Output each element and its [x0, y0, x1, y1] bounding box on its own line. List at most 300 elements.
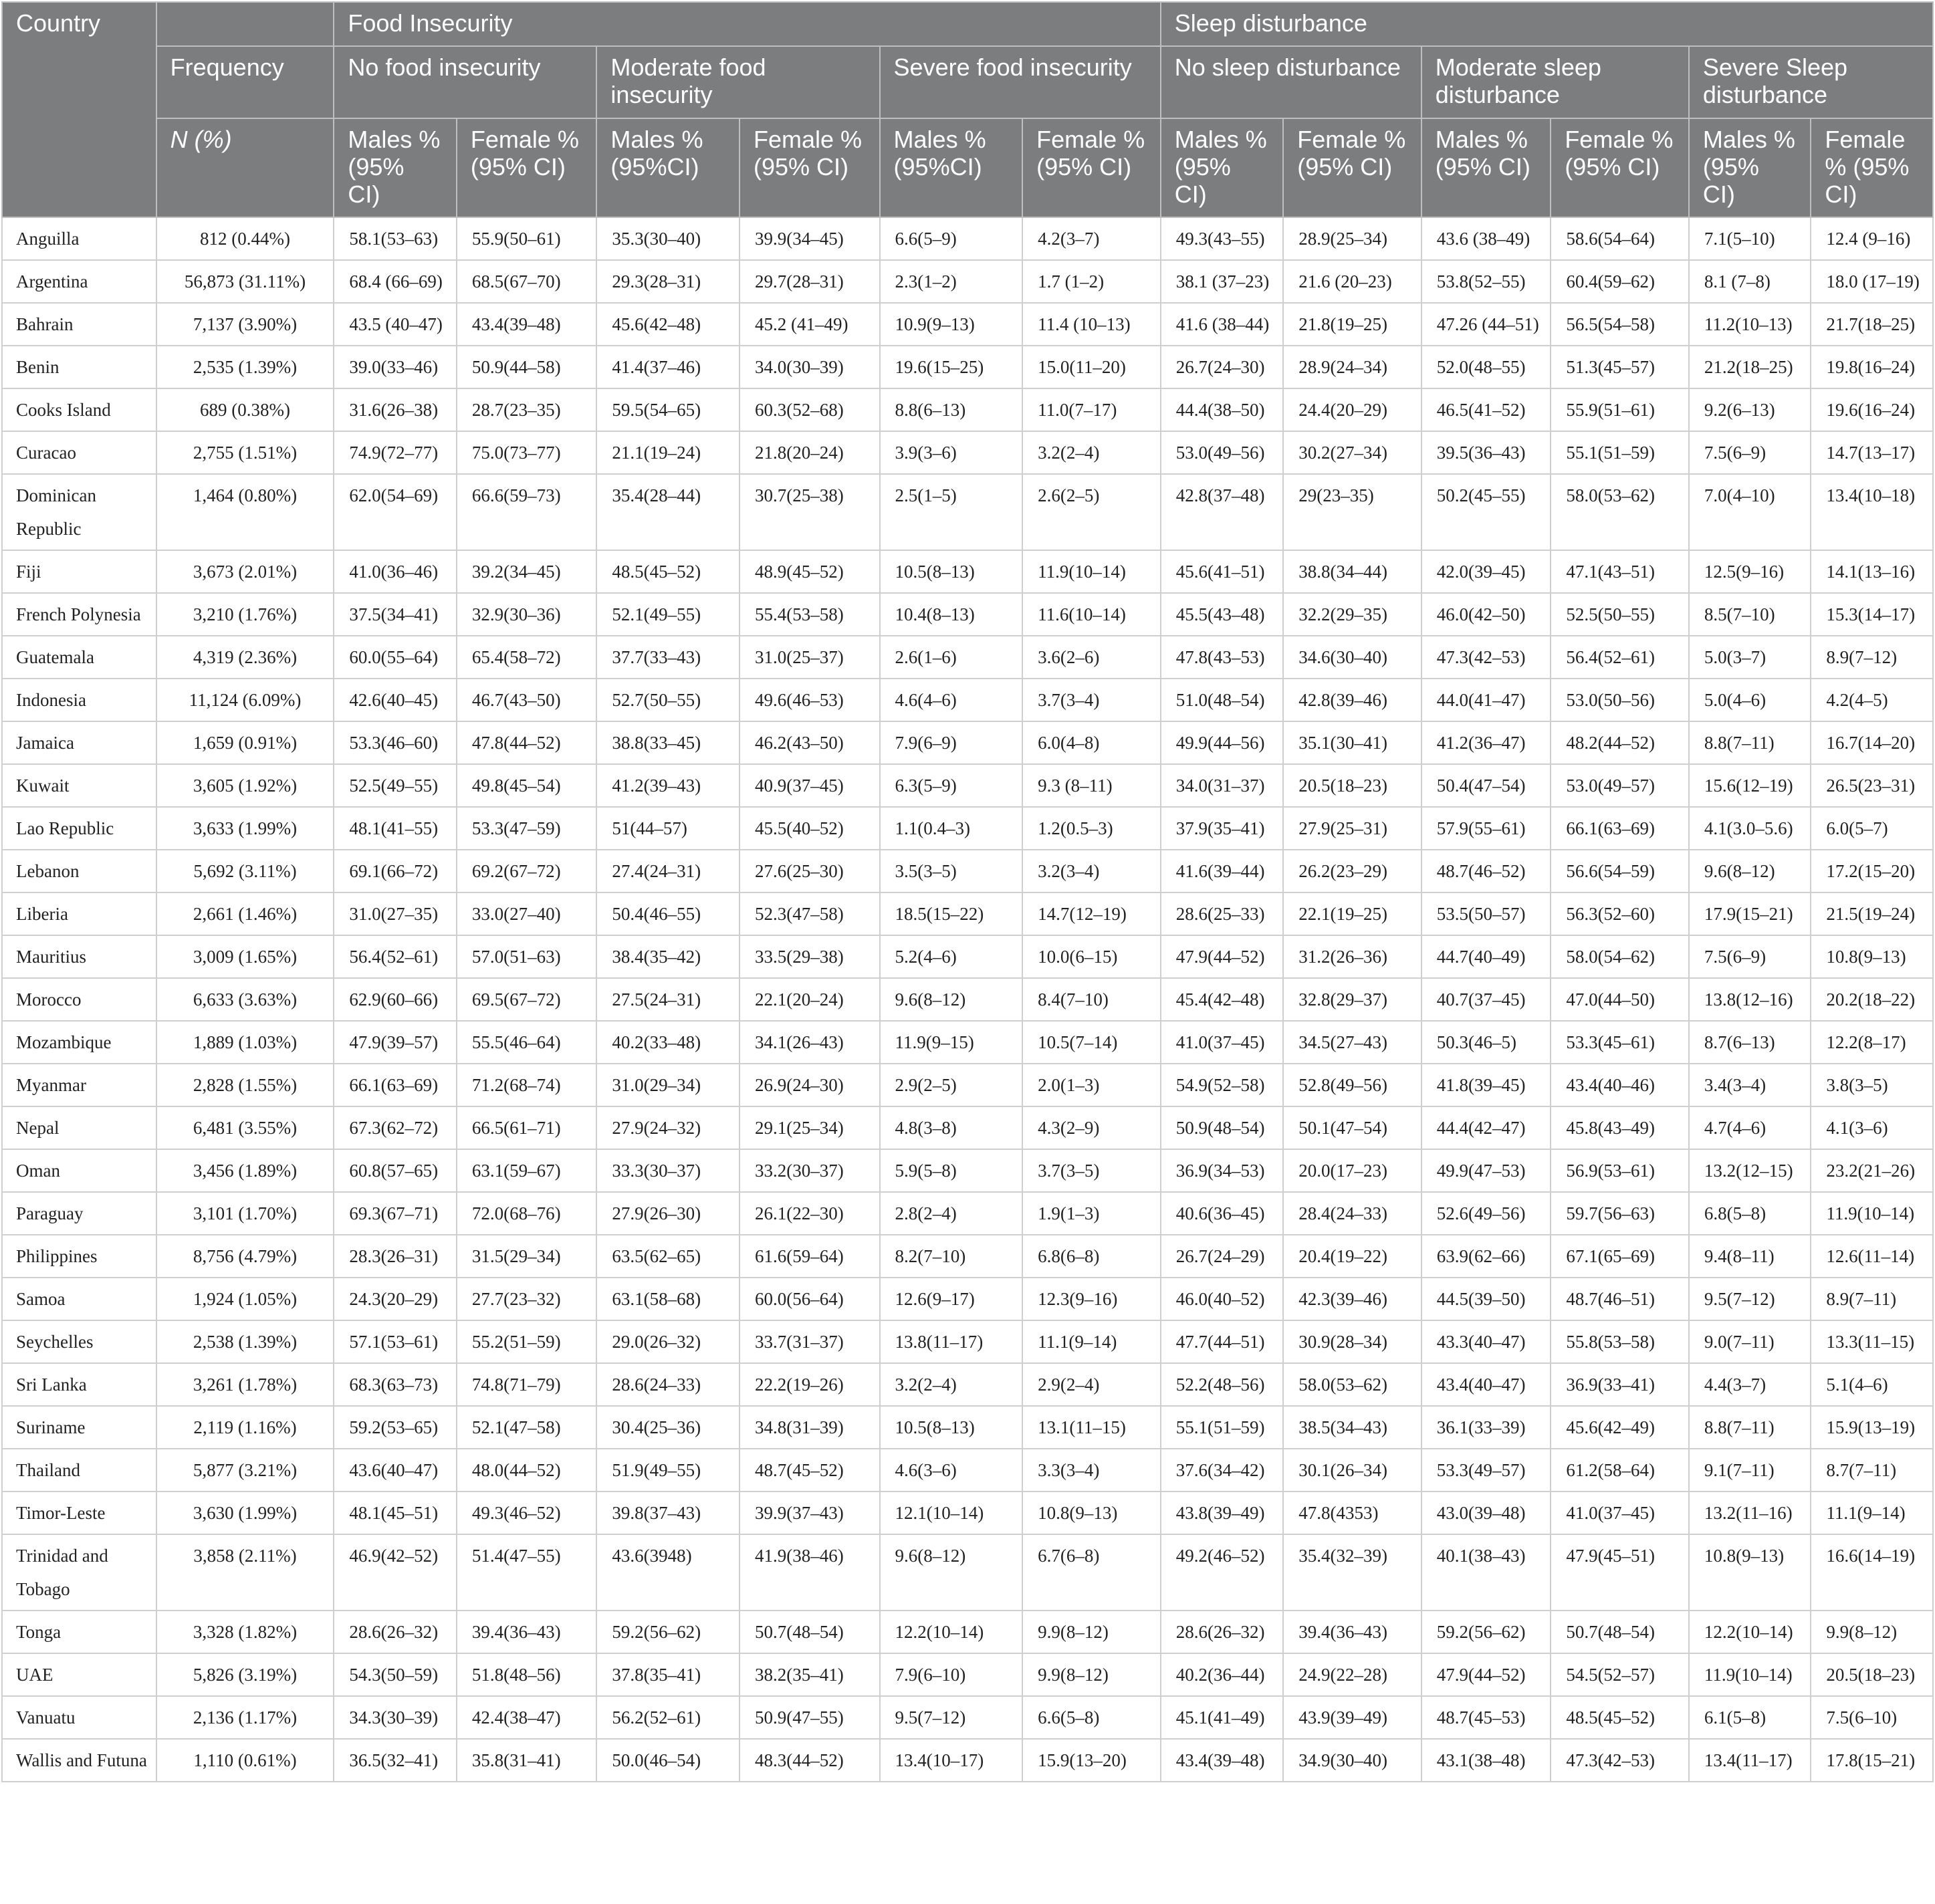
value-cell: 21.5(19–24) [1811, 892, 1933, 935]
value-cell: 50.9(48–54) [1161, 1106, 1284, 1149]
value-cell: 6.6(5–9) [880, 217, 1023, 260]
value-cell: 37.8(35–41) [596, 1653, 739, 1696]
country-cell: Mauritius [2, 935, 156, 978]
value-cell: 4.6(4–6) [880, 679, 1023, 721]
value-cell: 54.5(52–57) [1551, 1653, 1689, 1696]
value-cell: 48.3(44–52) [739, 1739, 880, 1782]
value-cell: 45.5(43–48) [1161, 593, 1284, 636]
value-cell: 39.4(36–43) [1283, 1611, 1421, 1653]
value-cell: 21.7(18–25) [1811, 303, 1933, 346]
value-cell: 6.0(5–7) [1811, 807, 1933, 850]
value-cell: 9.0(7–11) [1689, 1320, 1811, 1363]
value-cell: 13.8(12–16) [1689, 978, 1811, 1021]
header-no-food-insecurity: No food insecurity [334, 46, 596, 118]
value-cell: 38.2(35–41) [739, 1653, 880, 1696]
value-cell: 42.6(40–45) [334, 679, 457, 721]
value-cell: 6.8(6–8) [1022, 1235, 1161, 1278]
value-cell: 7.9(6–10) [880, 1653, 1023, 1696]
value-cell: 48.2(44–52) [1551, 721, 1689, 764]
value-cell: 4.3(2–9) [1022, 1106, 1161, 1149]
value-cell: 10.5(7–14) [1022, 1021, 1161, 1064]
value-cell: 12.6(11–14) [1811, 1235, 1933, 1278]
value-cell: 19.6(16–24) [1811, 388, 1933, 431]
value-cell: 6.3(5–9) [880, 764, 1023, 807]
value-cell: 7.5(6–10) [1811, 1696, 1933, 1739]
value-cell: 30.1(26–34) [1283, 1449, 1421, 1492]
value-cell: 33.2(30–37) [739, 1149, 880, 1192]
value-cell: 43.6(3948) [596, 1534, 739, 1611]
frequency-cell: 6,481 (3.55%) [156, 1106, 334, 1149]
value-cell: 11.1(9–14) [1811, 1492, 1933, 1534]
country-cell: Sri Lanka [2, 1363, 156, 1406]
value-cell: 11.9(10–14) [1689, 1653, 1811, 1696]
value-cell: 8.7(6–13) [1689, 1021, 1811, 1064]
table-row [2, 978, 1933, 1021]
table-row [2, 1149, 1933, 1192]
value-cell: 36.5(32–41) [334, 1739, 457, 1782]
value-cell: 52.6(49–56) [1421, 1192, 1551, 1235]
value-cell: 36.9(34–53) [1161, 1149, 1284, 1192]
frequency-cell: 3,101 (1.70%) [156, 1192, 334, 1235]
table-row [2, 550, 1933, 593]
table-row [2, 892, 1933, 935]
value-cell: 56.5(54–58) [1551, 303, 1689, 346]
value-cell: 4.1(3.0–5.6) [1689, 807, 1811, 850]
value-cell: 15.0(11–20) [1022, 346, 1161, 388]
value-cell: 41.0(37–45) [1161, 1021, 1284, 1064]
value-cell: 36.9(33–41) [1551, 1363, 1689, 1406]
value-cell: 31.0(25–37) [739, 636, 880, 679]
value-cell: 56.6(54–59) [1551, 850, 1689, 892]
value-cell: 10.9(9–13) [880, 303, 1023, 346]
value-cell: 11.4 (10–13) [1022, 303, 1161, 346]
value-cell: 27.9(25–31) [1283, 807, 1421, 850]
header-col: Female % (95% CI) [1022, 118, 1161, 217]
value-cell: 40.1(38–43) [1421, 1534, 1551, 1611]
value-cell: 1.1(0.4–3) [880, 807, 1023, 850]
table-row [2, 1235, 1933, 1278]
value-cell: 49.9(44–56) [1161, 721, 1284, 764]
table-row [2, 1106, 1933, 1149]
value-cell: 28.9(24–34) [1283, 346, 1421, 388]
header-severe-sleep-disturbance: Severe Sleep disturbance [1689, 46, 1933, 118]
value-cell: 14.1(13–16) [1811, 550, 1933, 593]
value-cell: 53.3(45–61) [1551, 1021, 1689, 1064]
value-cell: 1.9(1–3) [1022, 1192, 1161, 1235]
value-cell: 21.6 (20–23) [1283, 260, 1421, 303]
value-cell: 35.1(30–41) [1283, 721, 1421, 764]
value-cell: 2.9(2–5) [880, 1064, 1023, 1106]
header-country: Country [2, 2, 156, 217]
value-cell: 47.9(45–51) [1551, 1534, 1689, 1611]
frequency-cell: 812 (0.44%) [156, 217, 334, 260]
value-cell: 6.6(5–8) [1022, 1696, 1161, 1739]
value-cell: 10.0(6–15) [1022, 935, 1161, 978]
value-cell: 48.1(41–55) [334, 807, 457, 850]
value-cell: 50.0(46–54) [596, 1739, 739, 1782]
value-cell: 33.0(27–40) [457, 892, 597, 935]
value-cell: 52.0(48–55) [1421, 346, 1551, 388]
value-cell: 10.8(9–13) [1689, 1534, 1811, 1611]
value-cell: 49.8(45–54) [457, 764, 597, 807]
value-cell: 2.3(1–2) [880, 260, 1023, 303]
value-cell: 28.6(24–33) [596, 1363, 739, 1406]
value-cell: 43.4(40–47) [1421, 1363, 1551, 1406]
value-cell: 55.9(51–61) [1551, 388, 1689, 431]
value-cell: 7.1(5–10) [1689, 217, 1811, 260]
value-cell: 22.1(20–24) [739, 978, 880, 1021]
value-cell: 55.5(46–64) [457, 1021, 597, 1064]
value-cell: 41.8(39–45) [1421, 1064, 1551, 1106]
value-cell: 59.2(53–65) [334, 1406, 457, 1449]
value-cell: 58.6(54–64) [1551, 217, 1689, 260]
value-cell: 38.8(33–45) [596, 721, 739, 764]
value-cell: 32.9(30–36) [457, 593, 597, 636]
value-cell: 55.4(53–58) [739, 593, 880, 636]
value-cell: 3.3(3–4) [1022, 1449, 1161, 1492]
value-cell: 39.4(36–43) [457, 1611, 597, 1653]
value-cell: 5.1(4–6) [1811, 1363, 1933, 1406]
value-cell: 75.0(73–77) [457, 431, 597, 474]
value-cell: 50.1(47–54) [1283, 1106, 1421, 1149]
value-cell: 39.0(33–46) [334, 346, 457, 388]
value-cell: 51.9(49–55) [596, 1449, 739, 1492]
value-cell: 52.8(49–56) [1283, 1064, 1421, 1106]
frequency-cell: 11,124 (6.09%) [156, 679, 334, 721]
value-cell: 48.7(45–53) [1421, 1696, 1551, 1739]
value-cell: 9.5(7–12) [1689, 1278, 1811, 1320]
value-cell: 4.4(3–7) [1689, 1363, 1811, 1406]
value-cell: 63.5(62–65) [596, 1235, 739, 1278]
value-cell: 10.8(9–13) [1811, 935, 1933, 978]
header-blank [156, 2, 334, 46]
value-cell: 35.8(31–41) [457, 1739, 597, 1782]
value-cell: 43.4(39–48) [1161, 1739, 1284, 1782]
country-cell: UAE [2, 1653, 156, 1696]
value-cell: 13.2(11–16) [1689, 1492, 1811, 1534]
value-cell: 58.0(53–62) [1283, 1363, 1421, 1406]
value-cell: 26.7(24–30) [1161, 346, 1284, 388]
value-cell: 29.3(28–31) [596, 260, 739, 303]
value-cell: 32.8(29–37) [1283, 978, 1421, 1021]
value-cell: 6.0(4–8) [1022, 721, 1161, 764]
value-cell: 33.3(30–37) [596, 1149, 739, 1192]
value-cell: 9.6(8–12) [880, 978, 1023, 1021]
value-cell: 60.3(52–68) [739, 388, 880, 431]
value-cell: 42.8(39–46) [1283, 679, 1421, 721]
value-cell: 46.0(42–50) [1421, 593, 1551, 636]
value-cell: 30.7(25–38) [739, 474, 880, 550]
value-cell: 3.7(3–5) [1022, 1149, 1161, 1192]
country-cell: Nepal [2, 1106, 156, 1149]
value-cell: 56.9(53–61) [1551, 1149, 1689, 1192]
value-cell: 41.0(36–46) [334, 550, 457, 593]
value-cell: 47.1(43–51) [1551, 550, 1689, 593]
value-cell: 34.0(31–37) [1161, 764, 1284, 807]
value-cell: 5.9(5–8) [880, 1149, 1023, 1192]
country-cell: Thailand [2, 1449, 156, 1492]
country-cell: Seychelles [2, 1320, 156, 1363]
frequency-cell: 1,659 (0.91%) [156, 721, 334, 764]
value-cell: 48.5(45–52) [596, 550, 739, 593]
value-cell: 58.0(54–62) [1551, 935, 1689, 978]
value-cell: 66.1(63–69) [1551, 807, 1689, 850]
value-cell: 3.2(2–4) [880, 1363, 1023, 1406]
value-cell: 13.1(11–15) [1022, 1406, 1161, 1449]
value-cell: 50.9(47–55) [739, 1696, 880, 1739]
value-cell: 7.0(4–10) [1689, 474, 1811, 550]
frequency-cell: 5,877 (3.21%) [156, 1449, 334, 1492]
frequency-cell: 3,009 (1.65%) [156, 935, 334, 978]
value-cell: 4.6(3–6) [880, 1449, 1023, 1492]
country-cell: Trinidad and Tobago [2, 1534, 156, 1611]
value-cell: 33.5(29–38) [739, 935, 880, 978]
value-cell: 8.8(6–13) [880, 388, 1023, 431]
value-cell: 71.2(68–74) [457, 1064, 597, 1106]
value-cell: 9.9(8–12) [1022, 1653, 1161, 1696]
header-col: Female % (95% CI) [1551, 118, 1689, 217]
country-cell: Paraguay [2, 1192, 156, 1235]
frequency-cell: 8,756 (4.79%) [156, 1235, 334, 1278]
value-cell: 43.9(39–49) [1283, 1696, 1421, 1739]
value-cell: 12.1(10–14) [880, 1492, 1023, 1534]
value-cell: 41.0(37–45) [1551, 1492, 1689, 1534]
value-cell: 22.2(19–26) [739, 1363, 880, 1406]
value-cell: 6.1(5–8) [1689, 1696, 1811, 1739]
value-cell: 47.9(44–52) [1161, 935, 1284, 978]
value-cell: 44.4(38–50) [1161, 388, 1284, 431]
value-cell: 33.7(31–37) [739, 1320, 880, 1363]
frequency-cell: 3,633 (1.99%) [156, 807, 334, 850]
value-cell: 45.2 (41–49) [739, 303, 880, 346]
country-cell: Wallis and Futuna [2, 1739, 156, 1782]
value-cell: 48.7(45–52) [739, 1449, 880, 1492]
value-cell: 62.0(54–69) [334, 474, 457, 550]
country-cell: Vanuatu [2, 1696, 156, 1739]
value-cell: 6.7(6–8) [1022, 1534, 1161, 1611]
country-cell: Mozambique [2, 1021, 156, 1064]
value-cell: 39.8(37–43) [596, 1492, 739, 1534]
value-cell: 59.7(56–63) [1551, 1192, 1689, 1235]
country-cell: Suriname [2, 1406, 156, 1449]
value-cell: 24.9(22–28) [1283, 1653, 1421, 1696]
frequency-cell: 3,456 (1.89%) [156, 1149, 334, 1192]
value-cell: 15.9(13–20) [1022, 1739, 1161, 1782]
value-cell: 65.4(58–72) [457, 636, 597, 679]
value-cell: 44.0(41–47) [1421, 679, 1551, 721]
value-cell: 58.0(53–62) [1551, 474, 1689, 550]
table-row [2, 636, 1933, 679]
value-cell: 19.6(15–25) [880, 346, 1023, 388]
table-row [2, 1611, 1933, 1653]
value-cell: 52.5(50–55) [1551, 593, 1689, 636]
value-cell: 3.2(2–4) [1022, 431, 1161, 474]
value-cell: 11.1(9–14) [1022, 1320, 1161, 1363]
value-cell: 26.9(24–30) [739, 1064, 880, 1106]
country-cell: Kuwait [2, 764, 156, 807]
table-row [2, 346, 1933, 388]
value-cell: 31.0(29–34) [596, 1064, 739, 1106]
value-cell: 51.0(48–54) [1161, 679, 1284, 721]
value-cell: 20.5(18–23) [1811, 1653, 1933, 1696]
value-cell: 18.0 (17–19) [1811, 260, 1933, 303]
value-cell: 8.2(7–10) [880, 1235, 1023, 1278]
table-row [2, 807, 1933, 850]
value-cell: 9.5(7–12) [880, 1696, 1023, 1739]
frequency-cell: 1,110 (0.61%) [156, 1739, 334, 1782]
value-cell: 3.7(3–4) [1022, 679, 1161, 721]
table-row [2, 1278, 1933, 1320]
value-cell: 45.5(40–52) [739, 807, 880, 850]
value-cell: 21.1(19–24) [596, 431, 739, 474]
value-cell: 48.7(46–51) [1551, 1278, 1689, 1320]
value-cell: 27.6(25–30) [739, 850, 880, 892]
value-cell: 10.8(9–13) [1022, 1492, 1161, 1534]
value-cell: 15.6(12–19) [1689, 764, 1811, 807]
value-cell: 34.5(27–43) [1283, 1021, 1421, 1064]
value-cell: 42.8(37–48) [1161, 474, 1284, 550]
value-cell: 59.2(56–62) [1421, 1611, 1551, 1653]
value-cell: 20.0(17–23) [1283, 1149, 1421, 1192]
table-row [2, 260, 1933, 303]
value-cell: 12.3(9–16) [1022, 1278, 1161, 1320]
value-cell: 55.1(51–59) [1551, 431, 1689, 474]
value-cell: 67.1(65–69) [1551, 1235, 1689, 1278]
value-cell: 27.9(26–30) [596, 1192, 739, 1235]
value-cell: 43.4(39–48) [457, 303, 597, 346]
country-cell: Guatemala [2, 636, 156, 679]
value-cell: 60.0(55–64) [334, 636, 457, 679]
value-cell: 47.9(39–57) [334, 1021, 457, 1064]
value-cell: 7.5(6–9) [1689, 431, 1811, 474]
value-cell: 47.9(44–52) [1421, 1653, 1551, 1696]
header-severe-food-insecurity: Severe food insecurity [880, 46, 1161, 118]
value-cell: 43.0(39–48) [1421, 1492, 1551, 1534]
value-cell: 24.3(20–29) [334, 1278, 457, 1320]
value-cell: 59.5(54–65) [596, 388, 739, 431]
header-col: Female % (95% CI) [1283, 118, 1421, 217]
value-cell: 2.5(1–5) [880, 474, 1023, 550]
value-cell: 40.2(33–48) [596, 1021, 739, 1064]
frequency-cell: 3,630 (1.99%) [156, 1492, 334, 1534]
value-cell: 47.26 (44–51) [1421, 303, 1551, 346]
country-cell: Argentina [2, 260, 156, 303]
value-cell: 34.0(30–39) [739, 346, 880, 388]
value-cell: 44.4(42–47) [1421, 1106, 1551, 1149]
value-cell: 46.2(43–50) [739, 721, 880, 764]
value-cell: 41.4(37–46) [596, 346, 739, 388]
value-cell: 60.4(59–62) [1551, 260, 1689, 303]
value-cell: 3.2(3–4) [1022, 850, 1161, 892]
value-cell: 61.6(59–64) [739, 1235, 880, 1278]
value-cell: 27.9(24–32) [596, 1106, 739, 1149]
frequency-cell: 4,319 (2.36%) [156, 636, 334, 679]
frequency-cell: 2,828 (1.55%) [156, 1064, 334, 1106]
table-row [2, 217, 1933, 260]
value-cell: 13.4(11–17) [1689, 1739, 1811, 1782]
value-cell: 12.4 (9–16) [1811, 217, 1933, 260]
value-cell: 30.2(27–34) [1283, 431, 1421, 474]
value-cell: 8.9(7–12) [1811, 636, 1933, 679]
value-cell: 45.4(42–48) [1161, 978, 1284, 1021]
value-cell: 63.1(58–68) [596, 1278, 739, 1320]
value-cell: 9.2(6–13) [1689, 388, 1811, 431]
header-col: Female % (95% CI) [1811, 118, 1933, 217]
value-cell: 52.2(48–56) [1161, 1363, 1284, 1406]
value-cell: 48.1(45–51) [334, 1492, 457, 1534]
frequency-cell: 5,826 (3.19%) [156, 1653, 334, 1696]
value-cell: 55.2(51–59) [457, 1320, 597, 1363]
value-cell: 12.6(9–17) [880, 1278, 1023, 1320]
value-cell: 29.1(25–34) [739, 1106, 880, 1149]
value-cell: 13.4(10–17) [880, 1739, 1023, 1782]
value-cell: 11.9(10–14) [1022, 550, 1161, 593]
value-cell: 69.5(67–72) [457, 978, 597, 1021]
value-cell: 47.3(42–53) [1421, 636, 1551, 679]
value-cell: 35.4(32–39) [1283, 1534, 1421, 1611]
value-cell: 29(23–35) [1283, 474, 1421, 550]
value-cell: 50.2(45–55) [1421, 474, 1551, 550]
value-cell: 2.0(1–3) [1022, 1064, 1161, 1106]
value-cell: 47.3(42–53) [1551, 1739, 1689, 1782]
country-cell: Bahrain [2, 303, 156, 346]
value-cell: 52.5(49–55) [334, 764, 457, 807]
value-cell: 53.3(46–60) [334, 721, 457, 764]
header-moderate-sleep-disturbance: Moderate sleep disturbance [1421, 46, 1689, 118]
value-cell: 66.6(59–73) [457, 474, 597, 550]
value-cell: 52.1(49–55) [596, 593, 739, 636]
value-cell: 19.8(16–24) [1811, 346, 1933, 388]
value-cell: 38.1 (37–23) [1161, 260, 1284, 303]
table-row [2, 1363, 1933, 1406]
value-cell: 49.3(46–52) [457, 1492, 597, 1534]
header-col: Female % (95% CI) [457, 118, 597, 217]
value-cell: 3.4(3–4) [1689, 1064, 1811, 1106]
country-cell: Oman [2, 1149, 156, 1192]
value-cell: 9.4(8–11) [1689, 1235, 1811, 1278]
country-cell: Samoa [2, 1278, 156, 1320]
value-cell: 2.6(1–6) [880, 636, 1023, 679]
value-cell: 52.3(47–58) [739, 892, 880, 935]
value-cell: 52.7(50–55) [596, 679, 739, 721]
value-cell: 9.3 (8–11) [1022, 764, 1161, 807]
value-cell: 4.2(3–7) [1022, 217, 1161, 260]
value-cell: 27.5(24–31) [596, 978, 739, 1021]
value-cell: 10.5(8–13) [880, 550, 1023, 593]
value-cell: 28.3(26–31) [334, 1235, 457, 1278]
frequency-cell: 1,464 (0.80%) [156, 474, 334, 550]
value-cell: 54.9(52–58) [1161, 1064, 1284, 1106]
value-cell: 27.7(23–32) [457, 1278, 597, 1320]
value-cell: 63.9(62–66) [1421, 1235, 1551, 1278]
value-cell: 48.9(45–52) [739, 550, 880, 593]
value-cell: 14.7(12–19) [1022, 892, 1161, 935]
country-cell: Cooks Island [2, 388, 156, 431]
value-cell: 2.8(2–4) [880, 1192, 1023, 1235]
value-cell: 34.3(30–39) [334, 1696, 457, 1739]
table-row [2, 935, 1933, 978]
value-cell: 40.9(37–45) [739, 764, 880, 807]
value-cell: 11.9(9–15) [880, 1021, 1023, 1064]
country-cell: Morocco [2, 978, 156, 1021]
country-cell: Myanmar [2, 1064, 156, 1106]
value-cell: 47.8(44–52) [457, 721, 597, 764]
table-row [2, 1534, 1933, 1611]
table-row [2, 1064, 1933, 1106]
value-cell: 8.5(7–10) [1689, 593, 1811, 636]
frequency-cell: 5,692 (3.11%) [156, 850, 334, 892]
value-cell: 50.9(44–58) [457, 346, 597, 388]
